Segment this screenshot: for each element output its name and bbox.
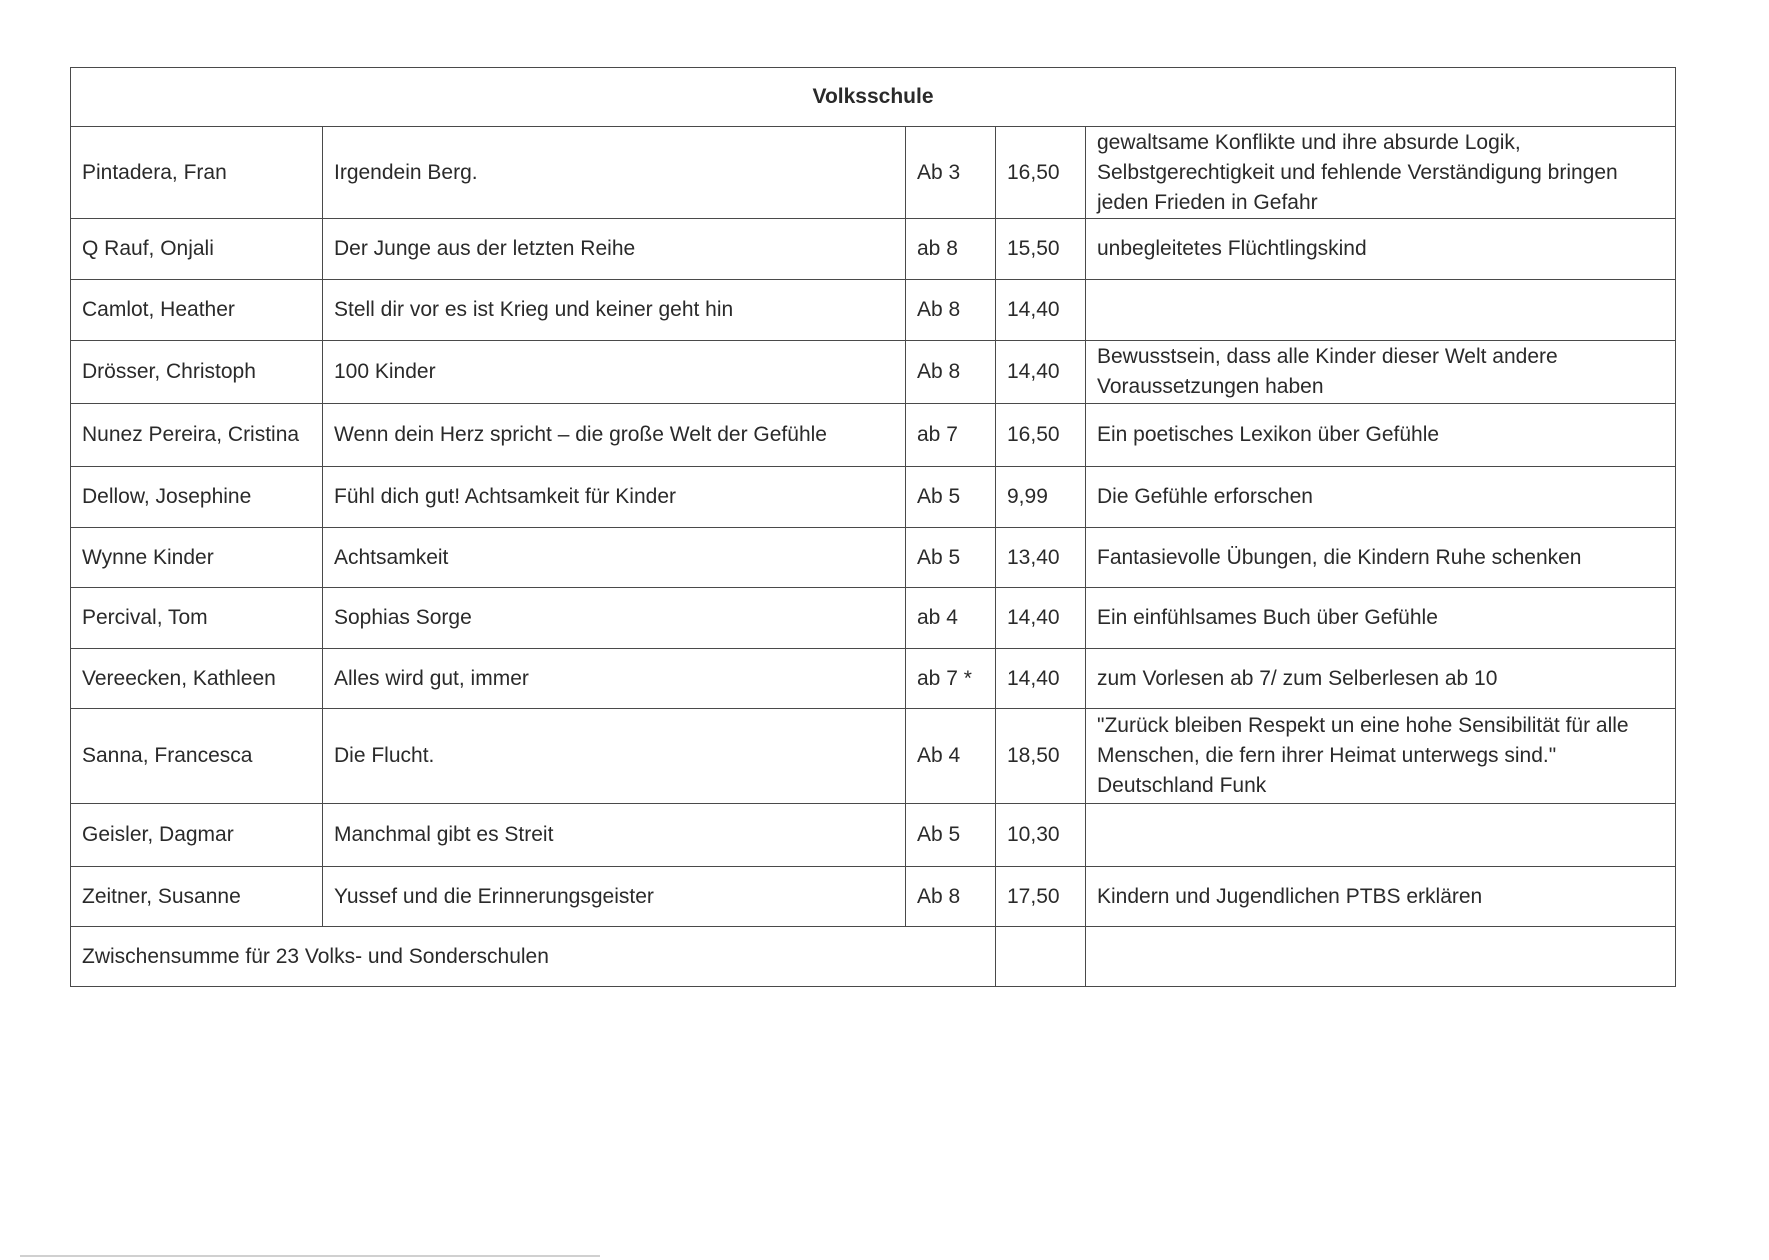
price-cell: 15,50 bbox=[996, 219, 1086, 280]
age-cell: Ab 3 bbox=[906, 127, 996, 219]
author-cell: Drösser, Christoph bbox=[71, 341, 323, 404]
price-cell: 17,50 bbox=[996, 867, 1086, 927]
note-cell: "Zurück bleiben Respekt un eine hohe Sensibilität für alle Menschen, die fern ihrer Heimat unterwegs sind." Deutschland Funk bbox=[1086, 709, 1676, 804]
book-title-cell: Manchmal gibt es Streit bbox=[323, 804, 906, 867]
author-cell: Vereecken, Kathleen bbox=[71, 649, 323, 709]
note-cell: Die Gefühle erforschen bbox=[1086, 467, 1676, 528]
table-row bbox=[71, 127, 1676, 219]
price-cell: 13,40 bbox=[996, 528, 1086, 588]
note-cell: Ein poetisches Lexikon über Gefühle bbox=[1086, 404, 1676, 467]
subtotal-row bbox=[71, 927, 1676, 987]
book-title-cell: Irgendein Berg. bbox=[323, 127, 906, 219]
table-row bbox=[71, 867, 1676, 927]
table-row bbox=[71, 341, 1676, 404]
age-cell: Ab 5 bbox=[906, 804, 996, 867]
note-cell: Kindern und Jugendlichen PTBS erklären bbox=[1086, 867, 1676, 927]
author-cell: Percival, Tom bbox=[71, 588, 323, 649]
author-cell: Nunez Pereira, Cristina bbox=[71, 404, 323, 467]
note-cell: unbegleitetes Flüchtlingskind bbox=[1086, 219, 1676, 280]
book-title-cell: Wenn dein Herz spricht – die große Welt der Gefühle bbox=[323, 404, 906, 467]
table-row bbox=[71, 649, 1676, 709]
subtotal-label: Zwischensumme für 23 Volks- und Sonderschulen bbox=[71, 927, 996, 987]
author-cell: Pintadera, Fran bbox=[71, 127, 323, 219]
book-list-table bbox=[70, 67, 1676, 987]
book-title-cell: Sophias Sorge bbox=[323, 588, 906, 649]
scan-edge-line bbox=[20, 1255, 600, 1257]
table-row bbox=[71, 528, 1676, 588]
price-cell: 9,99 bbox=[996, 467, 1086, 528]
note-cell: gewaltsame Konflikte und ihre absurde Logik, Selbstgerechtigkeit und fehlende Verständigung bringen jeden Frieden in Gefahr bbox=[1086, 127, 1676, 219]
price-cell: 14,40 bbox=[996, 649, 1086, 709]
price-cell: 10,30 bbox=[996, 804, 1086, 867]
note-cell bbox=[1086, 280, 1676, 341]
table-title: Volksschule bbox=[71, 68, 1676, 127]
author-cell: Zeitner, Susanne bbox=[71, 867, 323, 927]
age-cell: Ab 8 bbox=[906, 867, 996, 927]
author-cell: Camlot, Heather bbox=[71, 280, 323, 341]
note-cell: Fantasievolle Übungen, die Kindern Ruhe schenken bbox=[1086, 528, 1676, 588]
age-cell: ab 7 bbox=[906, 404, 996, 467]
note-cell: Ein einfühlsames Buch über Gefühle bbox=[1086, 588, 1676, 649]
author-cell: Q Rauf, Onjali bbox=[71, 219, 323, 280]
table-row bbox=[71, 219, 1676, 280]
note-cell bbox=[1086, 804, 1676, 867]
table-row bbox=[71, 467, 1676, 528]
age-cell: ab 4 bbox=[906, 588, 996, 649]
author-cell: Sanna, Francesca bbox=[71, 709, 323, 804]
book-title-cell: Alles wird gut, immer bbox=[323, 649, 906, 709]
price-cell: 14,40 bbox=[996, 341, 1086, 404]
note-cell: zum Vorlesen ab 7/ zum Selberlesen ab 10 bbox=[1086, 649, 1676, 709]
price-cell: 14,40 bbox=[996, 588, 1086, 649]
price-cell: 14,40 bbox=[996, 280, 1086, 341]
book-title-cell: Die Flucht. bbox=[323, 709, 906, 804]
table-row bbox=[71, 709, 1676, 804]
author-cell: Dellow, Josephine bbox=[71, 467, 323, 528]
age-cell: Ab 4 bbox=[906, 709, 996, 804]
age-cell: Ab 5 bbox=[906, 528, 996, 588]
subtotal-note-cell bbox=[1086, 927, 1676, 987]
book-title-cell: 100 Kinder bbox=[323, 341, 906, 404]
table-row bbox=[71, 804, 1676, 867]
price-cell: 18,50 bbox=[996, 709, 1086, 804]
book-title-cell: Yussef und die Erinnerungsgeister bbox=[323, 867, 906, 927]
author-cell: Wynne Kinder bbox=[71, 528, 323, 588]
note-cell: Bewusstsein, dass alle Kinder dieser Welt andere Voraussetzungen haben bbox=[1086, 341, 1676, 404]
age-cell: ab 8 bbox=[906, 219, 996, 280]
age-cell: Ab 8 bbox=[906, 341, 996, 404]
table-row bbox=[71, 404, 1676, 467]
age-cell: Ab 5 bbox=[906, 467, 996, 528]
table-row bbox=[71, 588, 1676, 649]
age-cell: Ab 8 bbox=[906, 280, 996, 341]
price-cell: 16,50 bbox=[996, 127, 1086, 219]
book-title-cell: Achtsamkeit bbox=[323, 528, 906, 588]
book-title-cell: Fühl dich gut! Achtsamkeit für Kinder bbox=[323, 467, 906, 528]
book-title-cell: Stell dir vor es ist Krieg und keiner geht hin bbox=[323, 280, 906, 341]
author-cell: Geisler, Dagmar bbox=[71, 804, 323, 867]
table-title-row bbox=[71, 68, 1676, 127]
book-title-cell: Der Junge aus der letzten Reihe bbox=[323, 219, 906, 280]
age-cell: ab 7 * bbox=[906, 649, 996, 709]
price-cell: 16,50 bbox=[996, 404, 1086, 467]
subtotal-value-cell bbox=[996, 927, 1086, 987]
table-row bbox=[71, 280, 1676, 341]
